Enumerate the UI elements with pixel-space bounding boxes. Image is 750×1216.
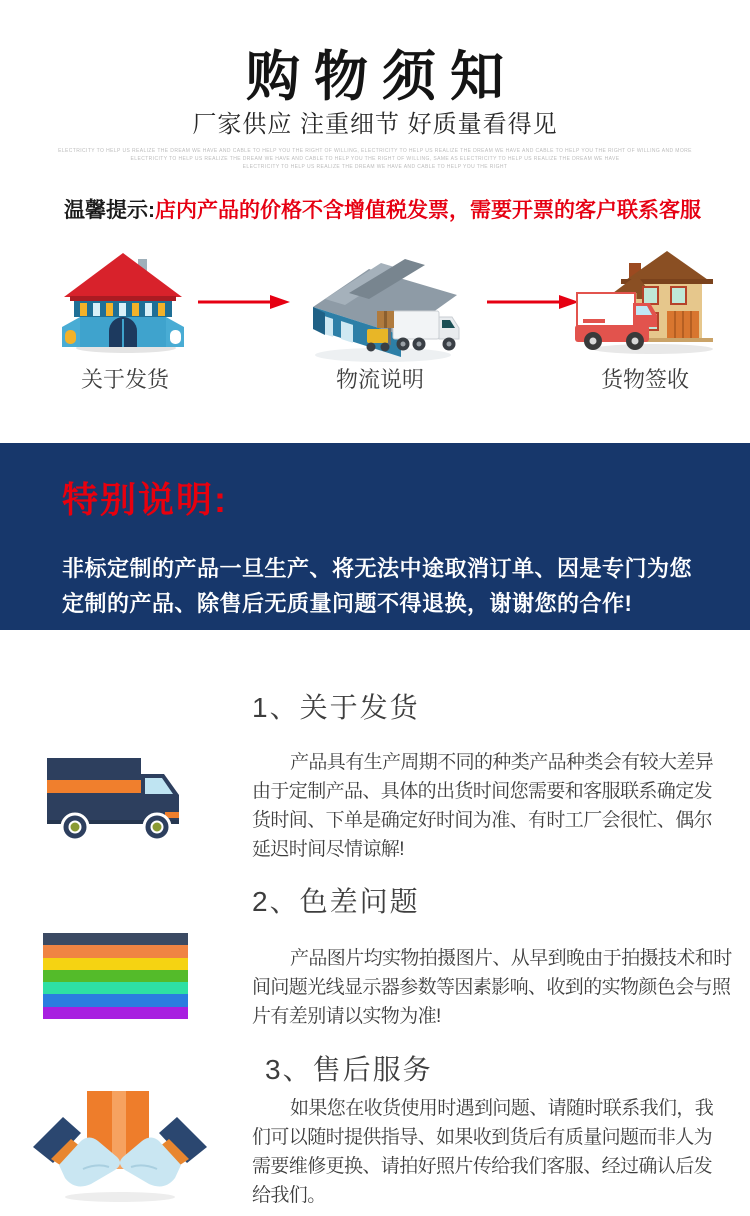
hands-box-icon <box>25 1085 215 1210</box>
delivery-truck-icon <box>45 750 195 847</box>
flow-step-label-receipt: 货物签收 <box>600 367 689 392</box>
section-2-heading: 2、色差问题 <box>252 886 420 917</box>
watermark-line: ELECTRICITY TO HELP US REALIZE THE DREAM WE HAVE AND CABLE TO HELP YOU THE RIGHT OF WILLING, ELECTRICITY TO HELP US REALIZE THE DREAM WE HAVE AND CABLE TO HELP YOU THE RIGHT OF WILLING AND MORE <box>58 148 692 154</box>
tax-invoice-notice <box>64 194 701 224</box>
body-line: 们可以随时提供指导、如果收到货后有质量问题而非人为 <box>252 1127 713 1148</box>
watermark-line: ELECTRICITY TO HELP US REALIZE THE DREAM WE HAVE AND CABLE TO HELP YOU THE RIGHT OF WILLING, SAME AS ELECTRICITY TO HELP US REALIZE THE DREAM WE HAVE <box>130 156 620 162</box>
factory-icon <box>58 253 190 360</box>
delivery-house-icon <box>575 235 717 362</box>
section-3-heading: 3、售后服务 <box>265 1054 433 1085</box>
section-2-body <box>252 944 732 1031</box>
watermark-line: ELECTRICITY TO HELP US REALIZE THE DREAM WE HAVE AND CABLE TO HELP YOU THE RIGHT <box>242 164 508 170</box>
body-line: 货时间、下单是确定好时间为准、有时工厂会很忙、偶尔 <box>252 810 713 831</box>
special-note-title: 特别说明: <box>62 479 228 520</box>
arrow-right-icon <box>198 294 290 315</box>
body-line: 产品图片均实物拍摄图片、从早到晚由于拍摄技术和时 <box>290 948 732 969</box>
special-note-line: 非标定制的产品一旦生产、将无法中途取消订单、因是专门为您 <box>62 556 693 581</box>
body-line: 需要维修更换、请拍好照片传给我们客服、经过确认后发 <box>252 1156 713 1177</box>
flow-step-label-shipping: 关于发货 <box>80 367 169 392</box>
arrow-right-icon <box>487 294 579 315</box>
rainbow-icon <box>43 933 188 1019</box>
body-line: 产品具有生产周期不同的种类产品种类会有较大差异 <box>290 752 714 773</box>
flow-step-label-logistics: 物流说明 <box>335 367 424 392</box>
notice-label: 温馨提示: <box>64 199 155 222</box>
body-line: 间问题光线显示器参数等因素影响、收到的实物颜色会与照 <box>252 977 731 998</box>
body-line: 由于定制产品、具体的出货时间您需要和客服联系确定发 <box>252 781 713 802</box>
page-subtitle: 厂家供应 注重细节 好质量看得见 <box>192 111 558 138</box>
fine-print-watermark <box>0 147 750 171</box>
body-line: 给我们。 <box>252 1185 326 1206</box>
body-line: 片有差别请以实物为准! <box>252 1006 441 1027</box>
section-1-body <box>252 748 713 864</box>
notice-red-text: 店内产品的价格不含增值税发票，需要开票的客户联系客服 <box>155 199 701 222</box>
warehouse-truck-icon <box>305 255 465 372</box>
section-1-heading: 1、关于发货 <box>252 692 420 723</box>
body-line: 延迟时间尽情谅解! <box>252 839 404 860</box>
special-note-line: 定制的产品、除售后无质量问题不得退换，谢谢您的合作! <box>62 591 633 616</box>
special-note-banner <box>0 443 750 630</box>
section-3-body <box>252 1094 713 1210</box>
body-line: 如果您在收货使用时遇到问题、请随时联系我们，我 <box>290 1098 714 1119</box>
page-title: 购物须知 <box>246 47 518 107</box>
